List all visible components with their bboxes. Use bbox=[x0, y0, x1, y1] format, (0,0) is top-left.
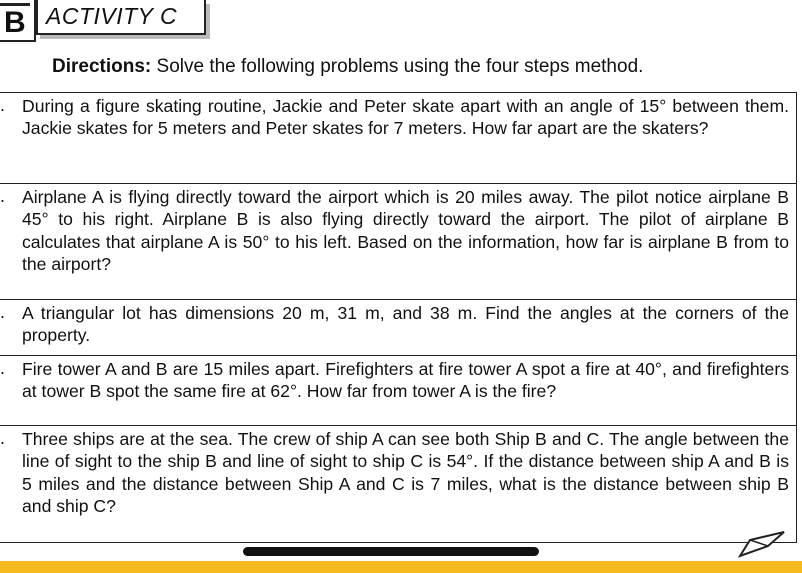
problem-marker: . bbox=[0, 186, 6, 206]
footer-strip bbox=[0, 561, 802, 573]
section-badge bbox=[0, 0, 36, 42]
problem-text: Airplane A is flying directly toward the airport which is 20 miles away. The pilot notice airplane B 45° to his right. Airplane B is also flying directly toward the airport. The pilot of airplane B calculates that airplane A is 50° to his left. Based on the information, how far is airplane B from to the airport? bbox=[22, 187, 789, 275]
problem-item-4 bbox=[0, 356, 797, 426]
directions bbox=[52, 56, 643, 78]
directions-text: Solve the following problems using the four steps method. bbox=[151, 56, 644, 77]
activity-title: ACTIVITY C bbox=[46, 3, 178, 29]
problem-text: Three ships are at the sea. The crew of ship A can see both Ship B and C. The angle between the line of sight to the ship B and line of sight to ship C is 54°. If the distance between ship A and B is 5 miles and the distance between Ship A and C is 7 miles, what is the distance between ship B and ship C? bbox=[22, 429, 789, 517]
directions-label: Directions: bbox=[52, 56, 152, 77]
problem-marker: . bbox=[0, 358, 6, 378]
problem-marker: . bbox=[0, 95, 6, 115]
home-indicator-bar[interactable] bbox=[243, 547, 539, 556]
problem-item-5 bbox=[0, 426, 797, 542]
problem-text: A triangular lot has dimensions 20 m, 31 m, and 38 m. Find the angles at the corners of the property. bbox=[22, 303, 789, 346]
problem-list bbox=[0, 92, 797, 543]
problem-marker: . bbox=[0, 428, 6, 448]
page-curl-icon bbox=[738, 528, 788, 558]
problem-text: During a figure skating routine, Jackie and Peter skate apart with an angle of 15° between them. Jackie skates for 5 meters and Peter skates for 7 meters. How far apart are the skaters? bbox=[22, 96, 789, 139]
problem-item-3 bbox=[0, 300, 797, 356]
problem-item-2 bbox=[0, 184, 797, 300]
problem-item-1 bbox=[0, 93, 797, 184]
problem-marker: . bbox=[0, 302, 6, 322]
section-letter: B bbox=[4, 6, 26, 39]
problem-text: Fire tower A and B are 15 miles apart. Firefighters at fire tower A spot a fire at 40°, and firefighters at tower B spot the same fire at 62°. How far from tower A is the fire? bbox=[22, 359, 789, 402]
activity-title-box bbox=[36, 0, 206, 35]
